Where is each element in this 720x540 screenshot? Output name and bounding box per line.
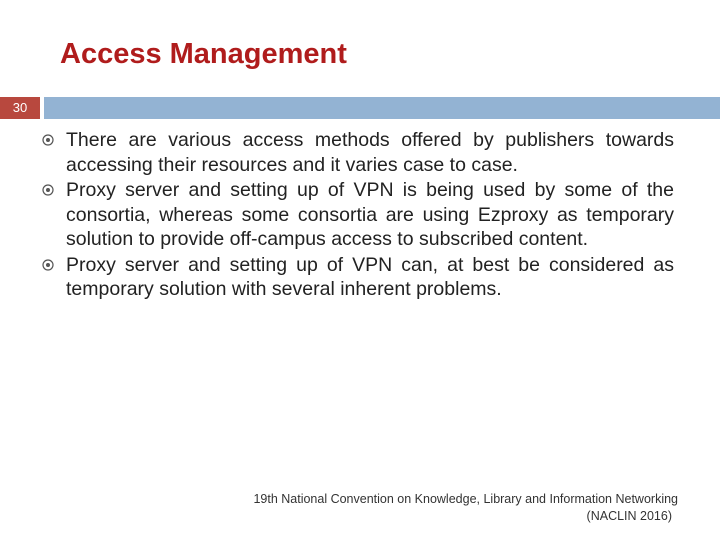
slide-title: Access Management (60, 38, 347, 70)
footer-conference-acronym: (NACLIN 2016) (586, 509, 672, 523)
bullet-item (66, 253, 674, 302)
footer-conference-name: 19th National Convention on Knowledge, Library and Information Networking (253, 492, 678, 506)
bullet-item (66, 178, 674, 252)
target-bullet-icon (42, 184, 54, 196)
bullet-text: There are various access methods offered by publishers towards accessing their resources and it varies case to case. (66, 129, 674, 176)
slide-footer (158, 491, 678, 525)
bullet-list (66, 128, 674, 303)
title-underline-bar (44, 97, 720, 119)
bullet-text: Proxy server and setting up of VPN can, at best be considered as temporary solution with several inherent problems. (66, 253, 674, 300)
bullet-text: Proxy server and setting up of VPN is being used by some of the consortia, whereas some consortia are using Ezproxy as temporary solution to provide off-campus access to subscribed content. (66, 179, 674, 250)
target-bullet-icon (42, 134, 54, 146)
slide-number: 30 (0, 97, 40, 119)
bullet-item (66, 128, 674, 177)
target-bullet-icon (42, 259, 54, 271)
